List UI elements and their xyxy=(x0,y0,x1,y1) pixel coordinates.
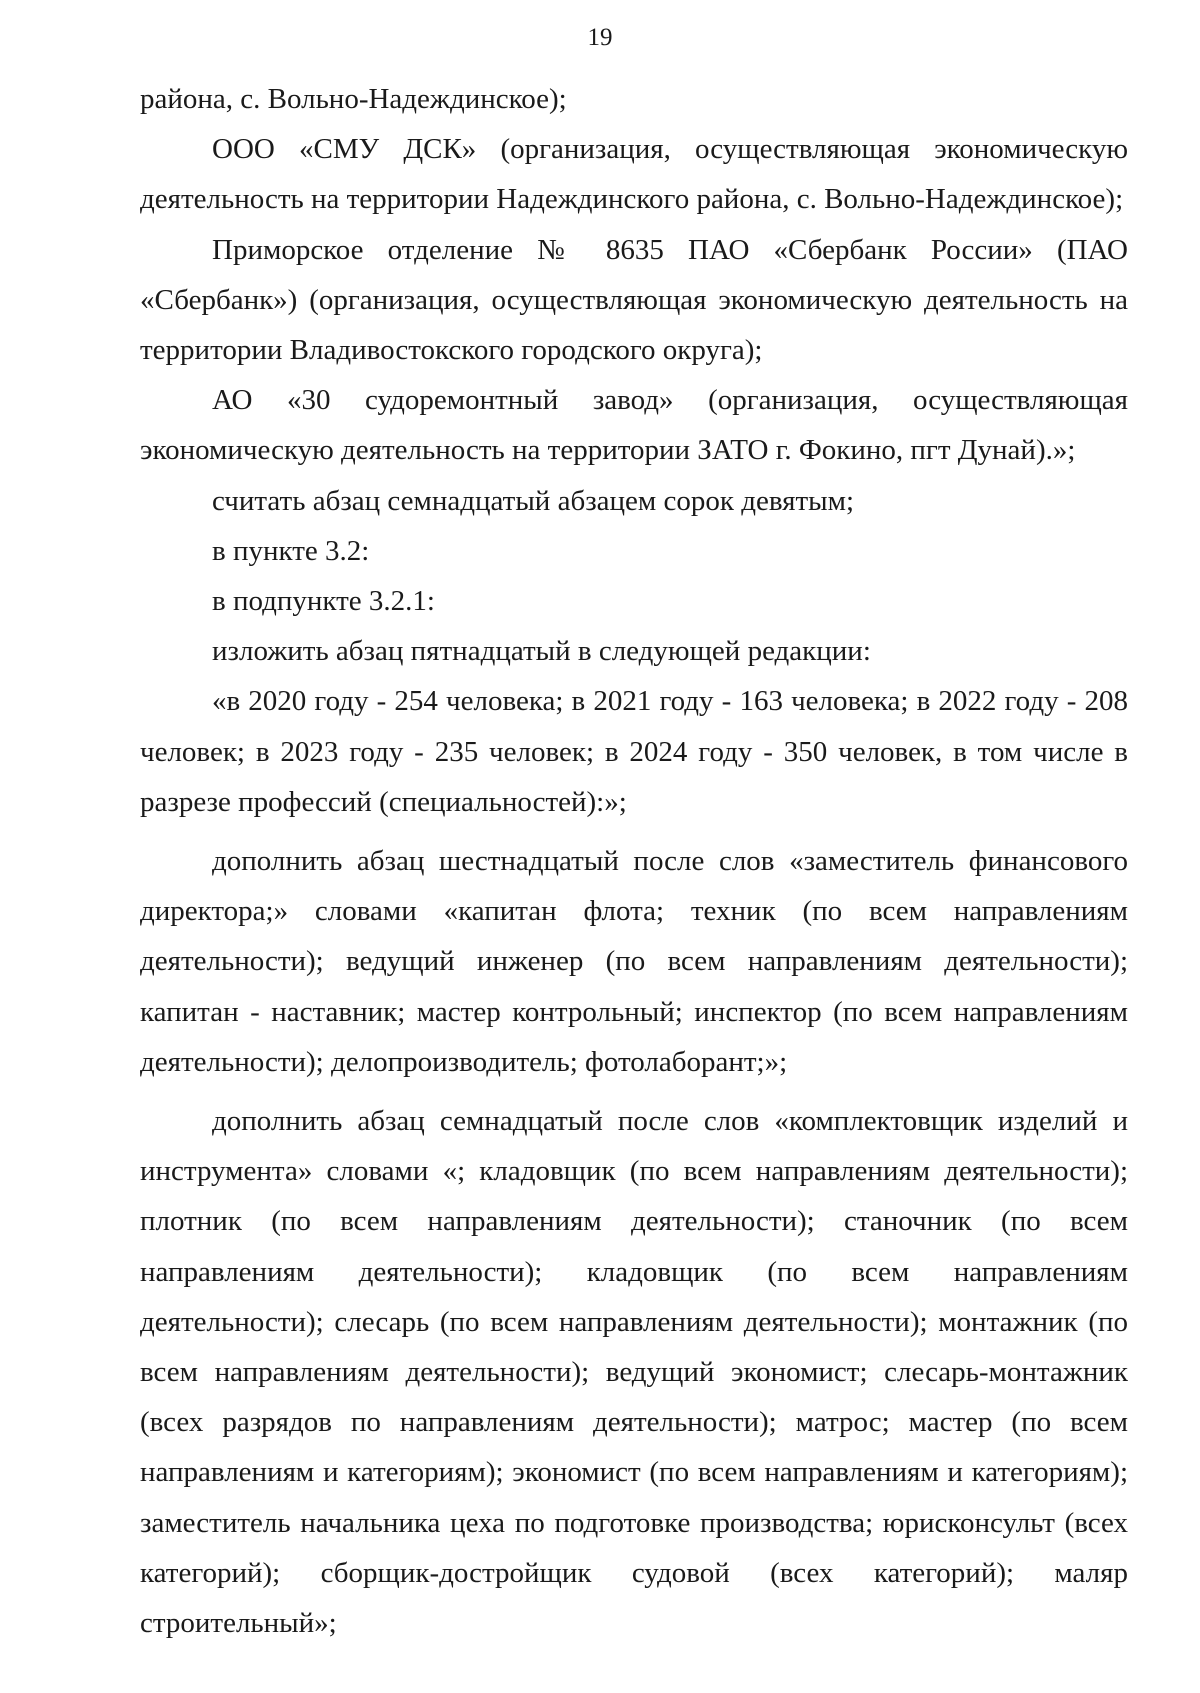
paragraph-5: считать абзац семнадцатый абзацем сорок девятым; xyxy=(212,484,855,517)
paragraph-8: изложить абзац пятнадцатый в следующей редакции: xyxy=(212,635,871,668)
paragraph-10: дополнить абзац шестнадцатый после слов «заместитель финансового директора;» словами «капитан флота; техник (по всем направлениям деятельности); ведущий инженер (по всем направлениям деятельности); капитан - наставник; мастер контрольный; инспектор (по всем направлениям деятельности); делопроизводитель; фотолаборант;»; xyxy=(140,845,1128,1078)
paragraph-1: района, с. Вольно-Надеждинское); xyxy=(140,83,567,115)
paragraph-2: ООО «СМУ ДСК» (организация, осуществляющая экономическую деятельность на территории Надеждинского района, с. Вольно-Надеждинское); xyxy=(140,133,1128,216)
paragraph-11: дополнить абзац семнадцатый после слов «комплектовщик изделий и инструмента» словами «; кладовщик (по всем направлениям деятельности); плотник (по всем направлениям деятельности); станочник (по всем направлениям деятельности); кладовщик (по всем направлениям деятельности); слесарь (по всем направлениям деятельности); монтажник (по всем направлениям деятельности); ведущий экономист; слесарь-монтажник (всех разрядов по направлениям деятельности); матрос; мастер (по всем направлениям и категориям); экономист (по всем направлениям и категориям); заместитель начальника цеха по подготовке производства; юрисконсульт (всех категорий); сборщик-достройщик судовой (всех категорий); маляр строительный»; xyxy=(140,1105,1128,1640)
paragraph-4: АО «30 судоремонтный завод» (организация, осуществляющая экономическую деятельность на территории ЗАТО г. Фокино, пгт Дунай).»; xyxy=(140,384,1128,467)
document-body xyxy=(140,74,1128,1648)
paragraph-9: «в 2020 году - 254 человека; в 2021 году - 163 человека; в 2022 году - 208 человек; в 2023 году - 235 человек; в 2024 году - 350 человек, в том числе в разрезе профессий (специальностей):»; xyxy=(140,685,1128,818)
paragraph-3: Приморское отделение № 8635 ПАО «Сбербанк России» (ПАО «Сбербанк») (организация, осуществляющая экономическую деятельность на территории Владивостокского городского округа); xyxy=(140,233,1128,367)
paragraph-6: в пункте 3.2: xyxy=(212,534,370,567)
page-number: 19 xyxy=(587,24,613,51)
paragraph-7: в подпункте 3.2.1: xyxy=(212,585,435,618)
